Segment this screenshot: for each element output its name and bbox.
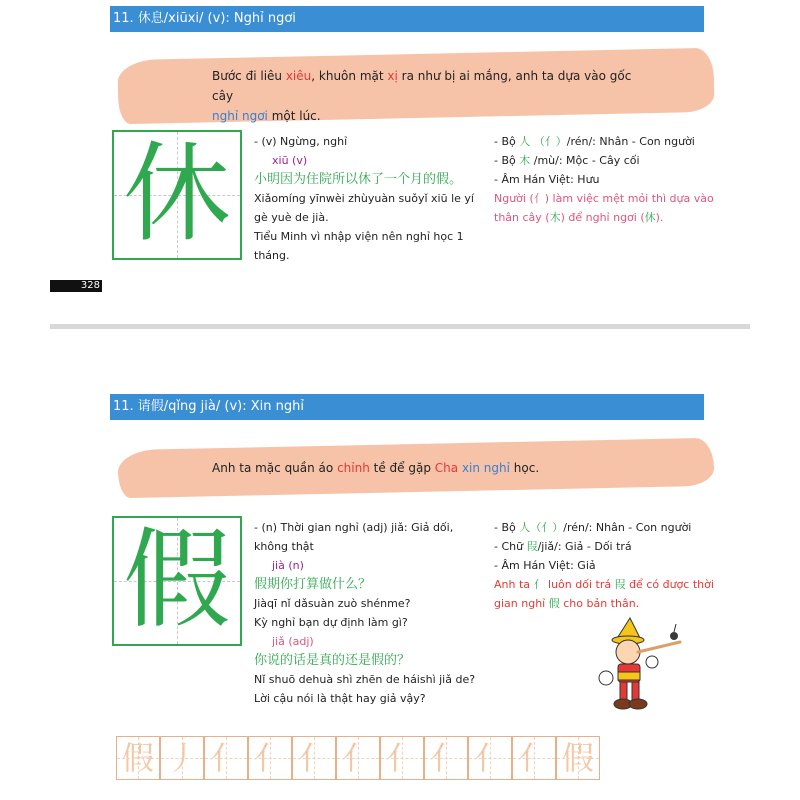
example-pinyin-2: Nǐ shuō dehuà shì zhēn de háishì jiǎ de? <box>254 673 476 686</box>
stroke-cell: 亻 <box>248 736 292 780</box>
stroke-order-row <box>116 736 600 780</box>
stroke-cell: 亻 <box>468 736 512 780</box>
character-box-xiu <box>112 130 242 260</box>
han-viet-line: - Âm Hán Việt: Giả <box>494 559 596 572</box>
stroke-cell: 亻 <box>512 736 556 780</box>
meaning-line: - (n) Thời gian nghỉ (adj) jiǎ: Giả dối, không thật <box>254 521 454 553</box>
example-vietnamese-2: Lời cậu nói là thật hay giả vậy? <box>254 692 426 705</box>
meaning-column-left-2 <box>254 518 484 708</box>
mnemonic-line: Người (亻) làm việc mệt mỏi thì dựa vào thân cây (木) để nghỉ ngơi (休). <box>494 192 714 224</box>
example-chinese: 小明因为住院所以休了一个月的假。 <box>254 172 463 187</box>
character-box-jia <box>112 516 242 646</box>
pinyin-label: xiū (v) <box>272 154 308 167</box>
pinocchio-illustration <box>596 612 698 712</box>
pinyin-label-2: jiǎ (adj) <box>272 635 314 648</box>
radical-line-2: - Bộ 木 /mù/: Mộc - Cây cối <box>494 154 640 167</box>
stroke-cell: 丿 <box>160 736 204 780</box>
page-number: 328 <box>50 280 102 292</box>
stroke-cell: 亻 <box>336 736 380 780</box>
radical-line-2: - Chữ 叚/jiǎ/: Giả - Dối trá <box>494 540 632 553</box>
section-header-qingjia: 11. 请假/qǐng jià/ (v): Xin nghỉ <box>110 394 704 420</box>
example-chinese-1: 假期你打算做什么？ <box>254 577 372 592</box>
character-xiu: 休 <box>122 132 231 257</box>
han-viet-line: - Âm Hán Việt: Hưu <box>494 173 600 186</box>
page-divider <box>50 324 750 329</box>
example-chinese-2: 你说的话是真的还是假的？ <box>254 653 411 668</box>
meaning-column-left <box>254 132 482 265</box>
meaning-line: - (v) Ngừng, nghỉ <box>254 135 348 148</box>
radical-column-right <box>494 132 714 227</box>
stroke-cell: 假 <box>116 736 160 780</box>
example-sentence-2: Anh ta mặc quần áo chỉnh tề để gặp Cha xin nghỉ học. <box>212 461 540 475</box>
radical-line-1: - Bộ 人 （亻）/rén/: Nhân - Con người <box>494 135 695 148</box>
stroke-cell: 亻 <box>380 736 424 780</box>
radical-column-right-2 <box>494 518 714 613</box>
section-header-xiuxi: 11. 休息/xiūxi/ (v): Nghỉ ngơi <box>110 6 704 32</box>
stroke-cell: 亻 <box>424 736 468 780</box>
example-pinyin: Xiǎomíng yīnwèi zhùyuàn suǒyǐ xiū le yí gè yuè de jià. <box>254 192 474 224</box>
radical-line-1: - Bộ 人（亻）/rén/: Nhân - Con người <box>494 521 692 534</box>
page-top <box>0 0 800 300</box>
stroke-cell: 亻 <box>204 736 248 780</box>
example-sentence: Bước đi liêu xiêu, khuôn mặt xị ra như bị ai mắng, anh ta dựa vào gốc cây nghỉ ngơi một lúc. <box>212 69 632 123</box>
pinyin-label-1: jià (n) <box>272 559 304 572</box>
example-vietnamese: Tiểu Minh vì nhập viện nên nghỉ học 1 tháng. <box>254 230 464 262</box>
mnemonic-line: Anh ta 亻 luôn dối trá 叚 để có được thời gian nghỉ 假 cho bản thân. <box>494 578 714 610</box>
example-vietnamese-1: Kỳ nghỉ bạn dự định làm gì? <box>254 616 408 629</box>
stroke-cell: 亻 <box>292 736 336 780</box>
example-pinyin-1: Jiàqī nǐ dǎsuàn zuò shénme? <box>254 597 411 610</box>
character-jia: 假 <box>122 518 231 643</box>
stroke-cell: 假 <box>556 736 600 780</box>
